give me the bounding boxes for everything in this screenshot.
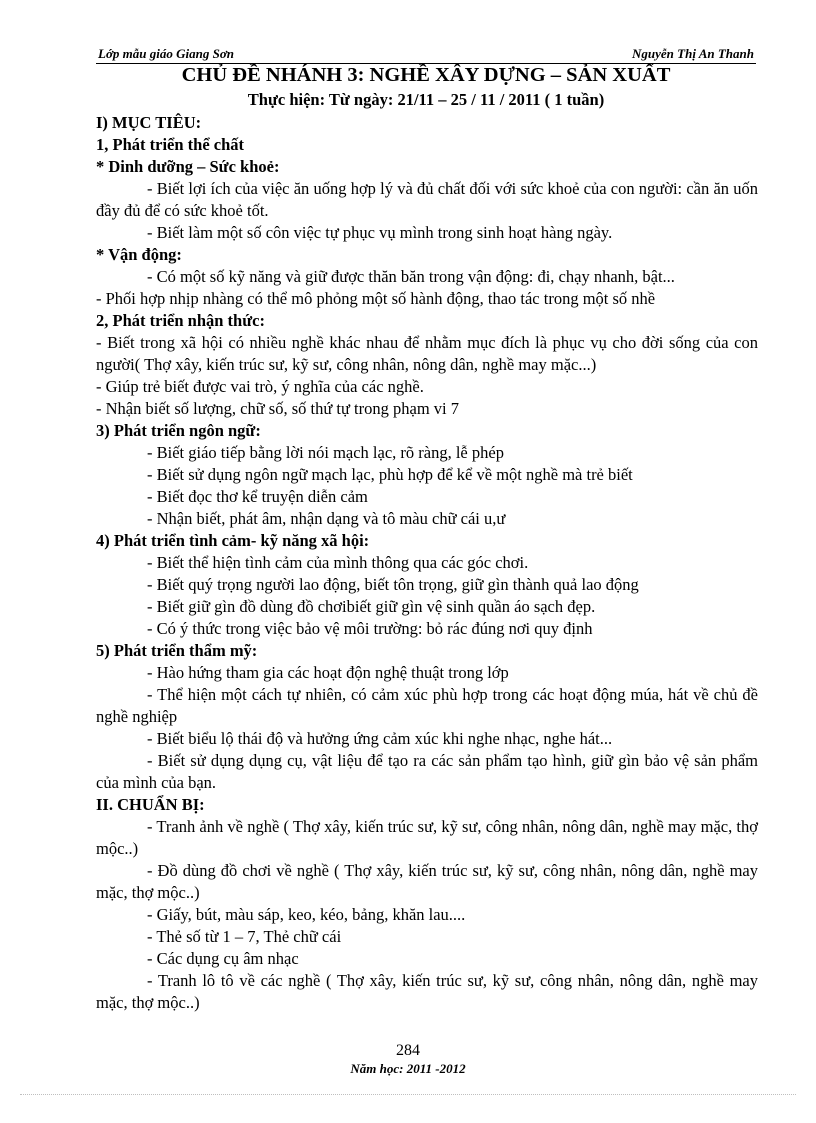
list-item: - Biết biểu lộ thái độ và hưởng ứng cảm xúc khi nghe nhạc, nghe hát... xyxy=(147,729,613,748)
section-heading-objectives: I) MỤC TIÊU: xyxy=(96,113,202,132)
paragraph: - Biết sử dụng dụng cụ, vật liệu để tạo ra các sản phẩm tạo hình, giữ gìn bảo vệ sản phẩm của mình của bạn. xyxy=(96,751,758,792)
paragraph: - Biết lợi ích của việc ăn uống hợp lý và đủ chất đối với sức khoẻ của con người: cần ăn uốn đầy đủ để có sức khoẻ tốt. xyxy=(96,179,758,220)
paragraph: - Đồ dùng đồ chơi về nghề ( Thợ xây, kiến trúc sư, kỹ sư, công nhân, nông dân, nghề may mặc, thợ mộc..) xyxy=(96,861,758,902)
document-body xyxy=(96,112,758,1014)
paragraph: - Phối hợp nhịp nhàng có thể mô phỏng một số hành động, thao tác trong một số nhề xyxy=(96,289,656,308)
page-title: CHỦ ĐỀ NHÁNH 3: NGHỀ XÂY DỰNG – SẢN XUẤT xyxy=(181,64,671,86)
subsection-heading-physical: 1, Phát triển thể chất xyxy=(96,135,245,154)
list-item: - Có ý thức trong việc bảo vệ môi trường: bỏ rác đúng nơi quy định xyxy=(147,619,593,638)
list-item: - Giấy, bút, màu sáp, keo, kéo, bảng, khăn lau.... xyxy=(147,905,466,924)
list-item: - Biết quý trọng người lao động, biết tôn trọng, giữ gìn thành quả lao động xyxy=(147,575,639,594)
paragraph: - Thể hiện một cách tự nhiên, có cảm xúc phù hợp trong các hoạt động múa, hát về chủ đề nghề nghiệp xyxy=(96,685,758,726)
paragraph: - Biết làm một số côn việc tự phục vụ mình trong sinh hoạt hàng ngày. xyxy=(147,223,613,242)
header-teacher-name: Nguyễn Thị An Thanh xyxy=(632,46,754,61)
section-heading-preparation: II. CHUẨN BỊ: xyxy=(96,795,205,814)
list-item: - Biết đọc thơ kể truyện diễn cảm xyxy=(147,487,368,506)
list-item: - Hào hứng tham gia các hoạt độn nghệ thuật trong lớp xyxy=(147,663,509,682)
subsection-heading-social: 4) Phát triển tình cảm- kỹ năng xã hội: xyxy=(96,531,370,550)
list-item: - Thẻ số từ 1 – 7, Thẻ chữ cái xyxy=(147,927,342,946)
paragraph: - Tranh ảnh về nghề ( Thợ xây, kiến trúc sư, kỹ sư, công nhân, nông dân, nghề may mặc, thợ mộc..) xyxy=(96,817,758,858)
footer-school-year: Năm học: 2011 -2012 xyxy=(350,1061,466,1076)
list-item: - Biết sử dụng ngôn ngữ mạch lạc, phù hợp để kể về một nghề mà trẻ biết xyxy=(147,465,633,484)
subsection-heading-language: 3) Phát triển ngôn ngữ: xyxy=(96,421,261,440)
list-item: - Biết giáo tiếp bằng lời nói mạch lạc, rõ ràng, lễ phép xyxy=(147,443,504,462)
topic-heading-nutrition: * Dinh dưỡng – Sức khoẻ: xyxy=(96,157,280,176)
topic-heading-motor: * Vận động: xyxy=(96,245,182,264)
header-class-name: Lớp mẫu giáo Giang Sơn xyxy=(98,46,235,61)
paragraph: - Nhận biết số lượng, chữ số, số thứ tự trong phạm vi 7 xyxy=(96,399,460,418)
subsection-heading-aesthetic: 5) Phát triển thẩm mỹ: xyxy=(96,641,258,660)
page-number: 284 xyxy=(396,1042,420,1059)
subsection-heading-cognitive: 2, Phát triển nhận thức: xyxy=(96,311,265,330)
page-bottom-divider xyxy=(20,1094,796,1095)
paragraph: - Tranh lô tô về các nghề ( Thợ xây, kiến trúc sư, kỹ sư, công nhân, nông dân, nghề may mặc, thợ mộc..) xyxy=(96,971,758,1012)
list-item: - Các dụng cụ âm nhạc xyxy=(147,949,299,968)
list-item: - Nhận biết, phát âm, nhận dạng và tô màu chữ cái u,ư xyxy=(147,509,506,528)
list-item: - Biết thể hiện tình cảm của mình thông qua các góc chơi. xyxy=(147,553,529,572)
list-item: - Biết giữ gìn đồ dùng đồ chơibiết giữ gìn vệ sinh quần áo sạch đẹp. xyxy=(147,597,596,616)
paragraph: - Có một số kỹ năng và giữ được thăn băn trong vận động: đi, chạy nhanh, bật... xyxy=(147,267,675,286)
paragraph: - Biết trong xã hội có nhiều nghề khác nhau để nhằm mục đích là phục vụ cho đời sống của con người( Thợ xây, kiến trúc sư, kỹ sư, công nhân, nông dân, nghề may mặc...) xyxy=(96,333,758,374)
page-subtitle: Thực hiện: Từ ngày: 21/11 – 25 / 11 / 2011 ( 1 tuần) xyxy=(247,90,605,109)
paragraph: - Giúp trẻ biết được vai trò, ý nghĩa của các nghề. xyxy=(96,377,424,396)
